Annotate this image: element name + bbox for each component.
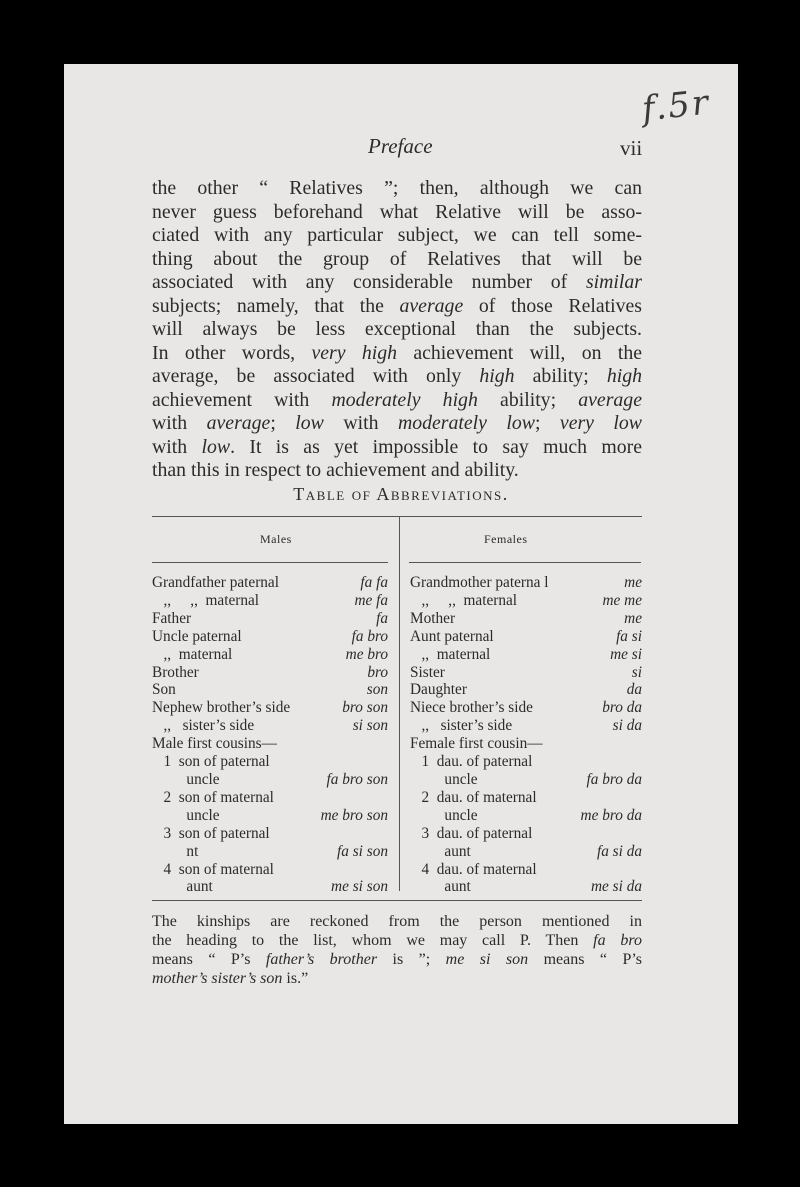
emphasis-text: very low	[559, 412, 642, 434]
relative-label: ,, maternal	[410, 645, 491, 663]
relative-label: Nephew brother’s side	[152, 699, 291, 717]
relative-label: 4 son of maternal	[152, 860, 274, 878]
relative-label: Father	[152, 609, 192, 627]
relative-label: Grandfather paternal	[152, 574, 279, 591]
relative-label: Brother	[152, 663, 199, 681]
footnote-line	[152, 912, 642, 931]
abbreviation: me fa	[354, 591, 388, 609]
table-row	[152, 825, 388, 843]
body-line	[152, 201, 642, 225]
table-row	[410, 592, 642, 610]
body-line	[152, 318, 642, 342]
relative-label: Female first cousin—	[410, 735, 543, 753]
emphasis-text: mother’s sister’s son	[152, 970, 283, 987]
table-bottom-rule	[152, 900, 642, 901]
abbreviation: me si	[610, 645, 642, 663]
table-title: Table of Abbreviations.	[293, 484, 509, 504]
table-row	[410, 628, 642, 646]
abbreviation: fa si	[616, 627, 642, 645]
text-run: will always be less exceptional than the subjects.	[152, 318, 642, 340]
body-line	[152, 177, 642, 201]
body-line	[152, 459, 642, 483]
text-run: average, be associated with only	[152, 365, 480, 387]
text-run: with	[152, 435, 202, 458]
running-head: Preface	[368, 134, 433, 158]
abbreviation: me me	[602, 591, 642, 609]
text-run: In other words,	[152, 341, 312, 364]
text-run: with	[323, 412, 398, 434]
table-row	[410, 861, 642, 879]
text-run: the other “ Relatives ”; then, although we can	[152, 177, 642, 199]
text-run: ;	[270, 412, 296, 434]
table-row	[152, 735, 388, 753]
relative-label: Niece brother’s side	[410, 699, 533, 717]
abbreviation: me	[624, 574, 642, 591]
relative-label: Daughter	[410, 681, 467, 699]
relative-label: aunt	[152, 878, 213, 896]
table-row	[152, 610, 388, 628]
text-run: ;	[534, 412, 560, 434]
table-row	[410, 807, 642, 825]
emphasis-text: me si son	[445, 951, 529, 968]
females-header-rule	[409, 562, 641, 563]
footnote-line	[152, 950, 642, 969]
page-number: vii	[620, 136, 643, 160]
abbreviation: fa	[376, 609, 388, 627]
table-row	[410, 664, 642, 682]
relative-label: 1 son of paternal	[152, 753, 270, 771]
relative-label: ,, sister’s side	[410, 717, 513, 735]
abbreviation: son	[366, 681, 388, 699]
abbreviation: fa fa	[360, 574, 388, 591]
table-row	[152, 681, 388, 699]
emphasis-text: low	[295, 412, 324, 434]
emphasis-text: low	[201, 435, 231, 458]
relative-label: ,, maternal	[152, 645, 233, 663]
table-row	[152, 664, 388, 682]
text-run: ability;	[477, 388, 579, 411]
emphasis-text: fa bro	[593, 932, 642, 949]
abbreviation: da	[626, 681, 642, 699]
emphasis-text: father’s brother	[265, 951, 378, 968]
text-run: ability;	[514, 365, 607, 387]
text-run: The kinships are reckoned from the person mentioned in	[152, 913, 642, 930]
emphasis-text: high	[479, 365, 515, 387]
emphasis-text: very high	[311, 341, 398, 364]
table-row	[152, 771, 388, 789]
emphasis-text: average	[578, 388, 642, 411]
text-run: subjects; namely, that the	[152, 294, 400, 317]
relative-label: aunt	[410, 842, 471, 860]
body-line	[152, 342, 642, 366]
abbreviation: me si da	[591, 878, 642, 896]
abbreviation: me si son	[331, 878, 388, 896]
relative-label: nt	[152, 842, 199, 860]
abbreviation: bro	[367, 663, 388, 681]
relative-label: uncle	[152, 770, 220, 788]
relative-label: uncle	[152, 806, 220, 824]
abbreviation: si da	[612, 717, 642, 735]
body-line	[152, 389, 642, 413]
table-row	[410, 646, 642, 664]
relative-label: Sister	[410, 663, 445, 681]
table-row	[152, 628, 388, 646]
book-page	[64, 64, 738, 1124]
table-row	[410, 825, 642, 843]
relative-label: ,, ,, maternal	[410, 591, 518, 609]
table-row	[410, 735, 642, 753]
table-row	[410, 681, 642, 699]
body-line	[152, 224, 642, 248]
abbreviation: bro son	[342, 699, 388, 717]
body-line	[152, 365, 642, 389]
relative-label: 2 dau. of maternal	[410, 788, 537, 806]
table-row	[152, 717, 388, 735]
relative-label: Male first cousins—	[152, 735, 277, 753]
body-line	[152, 295, 642, 319]
text-run: is ”;	[377, 951, 446, 968]
abbreviation: fa bro son	[326, 770, 388, 788]
females-list	[410, 574, 642, 896]
text-run: achievement with	[152, 388, 332, 411]
table-row	[410, 843, 642, 861]
table-row	[152, 592, 388, 610]
relative-label: ,, ,, maternal	[152, 591, 260, 609]
emphasis-text: moderately high	[331, 388, 478, 411]
body-line	[152, 248, 642, 272]
footnote-line	[152, 931, 642, 950]
relative-label: 2 son of maternal	[152, 788, 274, 806]
text-run: of those Relatives	[463, 294, 643, 317]
relative-label: Son	[152, 681, 176, 699]
body-line	[152, 271, 642, 295]
text-run: with	[152, 412, 207, 434]
emphasis-text: high	[606, 365, 642, 387]
table-row	[152, 574, 388, 592]
text-run: . It is as yet impossible to say much more	[230, 435, 642, 458]
footnote-line	[152, 969, 642, 988]
table-row	[410, 753, 642, 771]
emphasis-text: average	[206, 412, 271, 434]
body-line	[152, 436, 642, 460]
table-row	[410, 574, 642, 592]
table-row	[410, 771, 642, 789]
males-header-rule	[152, 562, 388, 563]
body-line	[152, 412, 642, 436]
males-column-header: Males	[260, 532, 292, 546]
abbreviation: me bro son	[320, 806, 388, 824]
table-row	[152, 878, 388, 896]
table-row	[152, 789, 388, 807]
abbreviation: me bro	[345, 645, 388, 663]
text-run: never guess beforehand what Relative will be asso-	[152, 200, 642, 223]
text-run: achievement will, on the	[397, 341, 642, 364]
relative-label: uncle	[410, 806, 478, 824]
text-run: is.”	[282, 970, 309, 987]
abbreviation: bro da	[602, 699, 642, 717]
relative-label: 4 dau. of maternal	[410, 860, 537, 878]
relative-label: Aunt paternal	[410, 627, 494, 645]
table-footnote	[152, 912, 642, 988]
table-row	[152, 646, 388, 664]
relative-label: 3 son of paternal	[152, 824, 270, 842]
emphasis-text: similar	[585, 271, 642, 293]
relative-label: aunt	[410, 878, 471, 896]
emphasis-text: average	[399, 294, 464, 317]
abbreviation: si son	[352, 717, 388, 735]
abbreviation: si	[631, 663, 642, 681]
text-run: associated with any considerable number of	[152, 271, 586, 293]
abbreviation: me	[624, 609, 642, 627]
table-row	[410, 610, 642, 628]
relative-label: ,, sister’s side	[152, 717, 255, 735]
text-run: the heading to the list, whom we may call P. Then	[152, 932, 594, 949]
table-row	[410, 878, 642, 896]
handwritten-folio-note: f.5r	[640, 82, 712, 130]
abbreviation: fa si son	[337, 842, 388, 860]
relative-label: 1 dau. of paternal	[410, 753, 533, 771]
body-paragraph	[152, 177, 642, 483]
text-run: means “ P’s	[528, 951, 643, 968]
females-column-header: Females	[484, 532, 528, 546]
abbreviation: fa bro	[351, 627, 388, 645]
table-row	[152, 753, 388, 771]
relative-label: uncle	[410, 770, 478, 788]
table-row	[152, 843, 388, 861]
table-row	[152, 807, 388, 825]
abbreviation: me bro da	[580, 806, 642, 824]
text-run: thing about the group of Relatives that will be	[152, 247, 642, 270]
text-run: ciated with any particular subject, we can tell some-	[152, 224, 642, 246]
relative-label: Grandmother paterna l	[410, 574, 549, 591]
text-run: means “ P’s	[152, 951, 266, 968]
text-run: than this in respect to achievement and ability.	[152, 459, 519, 481]
relative-label: Uncle paternal	[152, 627, 242, 645]
abbreviation: fa bro da	[586, 770, 642, 788]
table-top-rule	[152, 516, 642, 517]
table-row	[410, 699, 642, 717]
abbreviation: fa si da	[596, 842, 642, 860]
relative-label: 3 dau. of paternal	[410, 824, 533, 842]
males-list	[152, 574, 388, 896]
table-row	[152, 861, 388, 879]
table-row	[152, 699, 388, 717]
table-column-divider	[399, 516, 400, 891]
table-row	[410, 789, 642, 807]
relative-label: Mother	[410, 609, 456, 627]
table-row	[410, 717, 642, 735]
emphasis-text: moderately low	[397, 412, 535, 434]
